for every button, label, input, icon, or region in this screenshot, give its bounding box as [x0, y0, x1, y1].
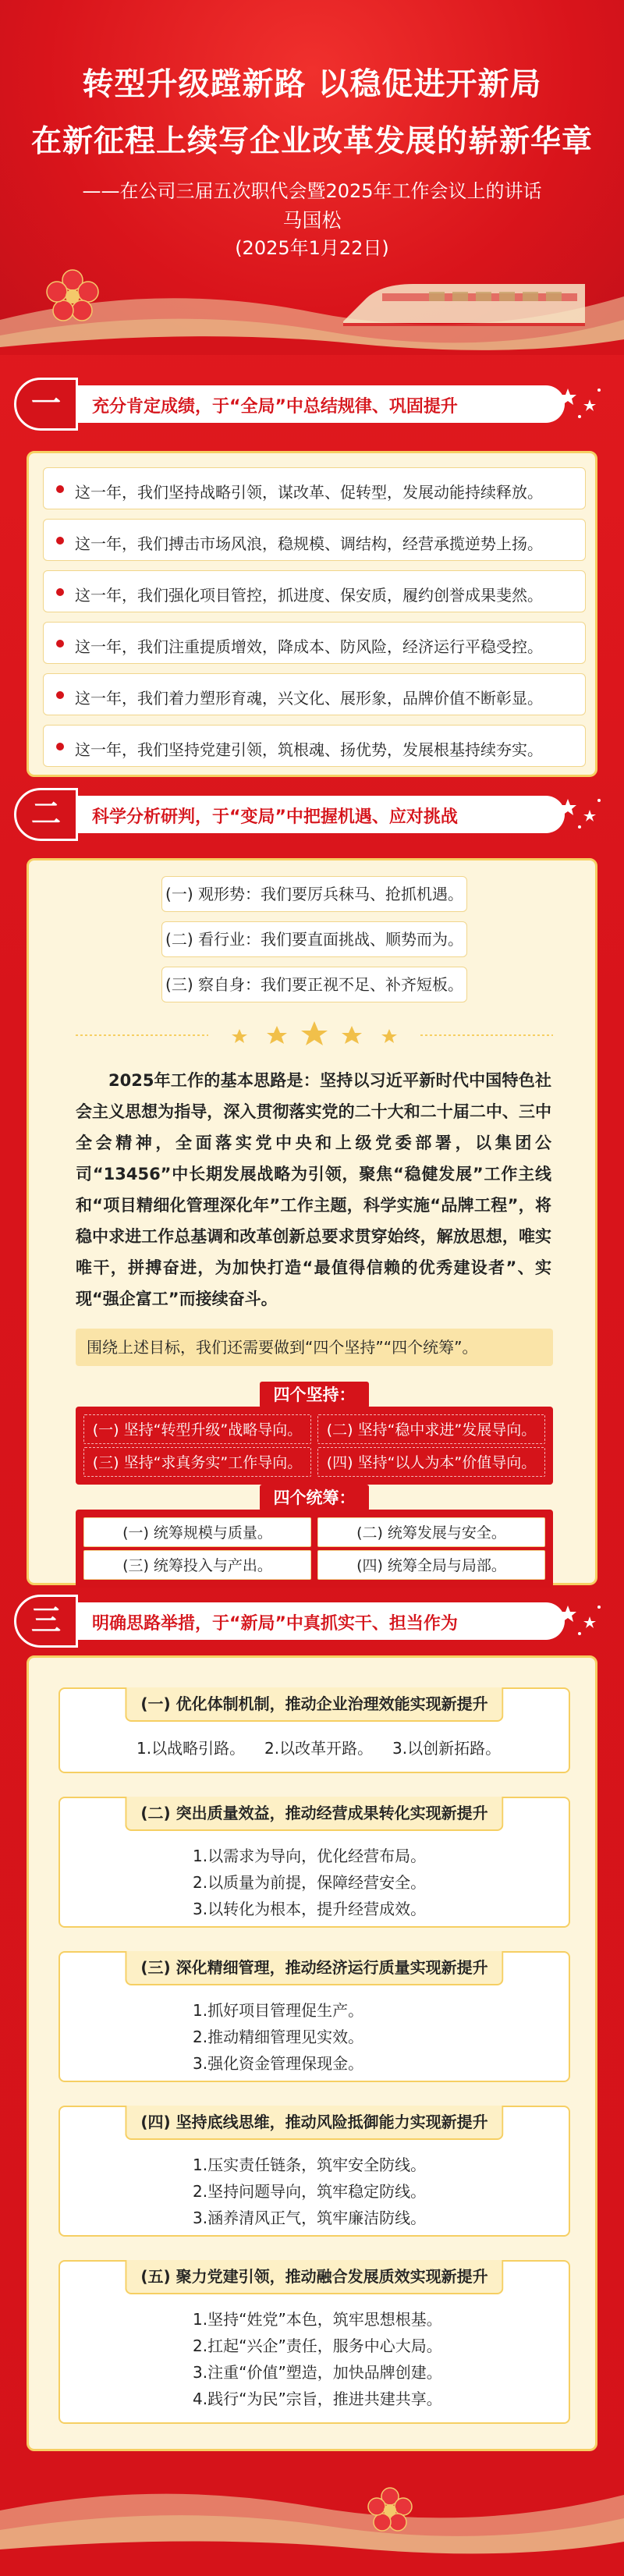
bullet-icon [56, 485, 64, 493]
coord-item: (一) 统筹规模与质量。 [83, 1517, 311, 1547]
four-coord-title: 四个统筹： [260, 1485, 369, 1511]
measure-item: 1.以战略引路。 [136, 1739, 246, 1758]
stars-icon [505, 1599, 607, 1643]
bullet-icon [56, 588, 64, 596]
star-divider-icon [29, 1018, 600, 1049]
bullet-icon [56, 640, 64, 648]
section3-number: 三 [14, 1595, 78, 1648]
section2-banner [14, 788, 622, 841]
bullet-icon [56, 691, 64, 699]
measure-item: 1.压实责任链条，筑牢安全防线。 [193, 2156, 427, 2174]
measure-item: 3.强化资金管理保现金。 [193, 2054, 364, 2073]
section3-title: 明确思路举措，于“新局”中真抓实干、担当作为 [92, 1614, 458, 1634]
coord-item: (四) 统筹全局与局部。 [317, 1550, 545, 1580]
measure-item: 3.涵养清风正气，筑牢廉洁防线。 [193, 2209, 427, 2227]
list-item [43, 467, 586, 509]
measure-item: 3.以转化为根本，提升经营成效。 [193, 1900, 427, 1918]
main-title-line2: 在新征程上续写企业改革发展的崭新华章 [30, 124, 593, 159]
adhere-item: (二) 坚持“稳中求进”发展导向。 [317, 1414, 545, 1444]
subtitle: ——在公司三届五次职代会暨2025年工作会议上的讲话 [82, 180, 542, 202]
train-icon [335, 275, 593, 337]
list-item [43, 725, 586, 767]
list-item-text: 这一年，我们坚持战略引领，谋改革、促转型，发展动能持续释放。 [75, 483, 543, 502]
measure-block-title: (一) 优化体制机制，推动企业治理效能实现新提升 [125, 1687, 503, 1722]
measure-block-title: (三) 深化精细管理，推动经济运行质量实现新提升 [125, 1951, 503, 1985]
coord-item: (二) 统筹发展与安全。 [317, 1517, 545, 1547]
coord-item: (三) 统筹投入与产出。 [83, 1550, 311, 1580]
measure-block [58, 1687, 570, 1773]
measure-item: 2.推动精细管理见实效。 [193, 2028, 364, 2046]
self-pill: (三) 察自身：我们要正视不足、补齐短板。 [161, 967, 467, 1002]
measure-block [58, 1797, 570, 1928]
section2-number: 二 [14, 788, 78, 841]
section3-card [27, 1655, 597, 2451]
four-adhere-title: 四个坚持： [260, 1382, 369, 1408]
measure-block [58, 2106, 570, 2237]
list-item-text: 这一年，我们强化项目管控，抓进度、保安质，履约创誉成果斐然。 [75, 586, 543, 605]
header [0, 0, 624, 355]
section1-banner [14, 378, 622, 431]
section2-card [27, 858, 597, 1585]
section3-banner [14, 1595, 622, 1648]
measure-block-title: (五) 聚力党建引领，推动融合发展质效实现新提升 [125, 2260, 503, 2294]
plum-flower-icon [45, 269, 100, 324]
measure-item: 2.以质量为前提，保障经营安全。 [193, 1873, 427, 1892]
section1-title: 充分肯定成绩，于“全局”中总结规律、巩固提升 [92, 397, 458, 417]
list-item-text: 这一年，我们搏击市场风浪，稳规模、调结构，经营承揽逆势上扬。 [75, 534, 543, 553]
section1-number: 一 [14, 378, 78, 431]
measure-item: 2.坚持问题导向，筑牢稳定防线。 [193, 2182, 427, 2201]
measure-item: 1.抓好项目管理促生产。 [193, 2001, 364, 2020]
four-coord-box [76, 1510, 553, 1588]
footer-decoration [0, 2464, 624, 2576]
basic-approach-paragraph: 2025年工作的基本思路是：坚持以习近平新时代中国特色社会主义思想为指导，深入贯彻落实党的二十大和二十届二中、三中全会精神，全面落实党中央和上级党委部署，以集团公司“13456”中长期发展战略为引领，聚焦“稳健发展”工作主线和“项目精细化管理深化年”工作主题，科学实施“品牌工程”，将稳中求进工作总基调和改革创新总要求贯穿始终，解放思想，唯实唯干，拼搏奋进，为加快打造“最值得信赖的优秀建设者”、实现“强企富工”而接续奋斗。 [76, 1071, 551, 1308]
four-adhere-box [76, 1407, 553, 1485]
measure-item: 3.以创新拓路。 [392, 1739, 502, 1758]
list-item-text: 这一年，我们坚持党建引领，筑根魂、扬优势，发展根基持续夯实。 [75, 740, 543, 759]
plum-flower-icon [368, 2488, 412, 2531]
stars-icon [505, 382, 607, 426]
adhere-item: (四) 坚持“以人为本”价值导向。 [317, 1447, 545, 1477]
measure-item: 2.扛起“兴企”责任，服务中心大局。 [193, 2336, 442, 2355]
main-title-line1: 转型升级蹚新路 以稳促进开新局 [82, 66, 542, 102]
measure-item: 1.以需求为导向，优化经营布局。 [193, 1847, 427, 1865]
measure-block [58, 1951, 570, 2082]
adhere-item: (三) 坚持“求真务实”工作导向。 [83, 1447, 311, 1477]
measure-block-title: (二) 突出质量效益，推动经营成果转化实现新提升 [125, 1797, 503, 1831]
list-item [43, 673, 586, 715]
speaker: 马国松 [282, 209, 342, 232]
measure-item: 2.以改革开路。 [264, 1739, 374, 1758]
situation-pill: (一) 观形势：我们要厉兵秣马、抢抓机遇。 [161, 876, 467, 912]
list-item-text: 这一年，我们着力塑形育魂，兴文化、展形象，品牌价值不断彰显。 [75, 689, 543, 708]
measure-item: 3.注重“价值”塑造，加快品牌创建。 [193, 2363, 442, 2382]
measure-item: 1.坚持“姓党”本色，筑牢思想根基。 [193, 2310, 442, 2329]
section1-card [27, 451, 597, 777]
goal-statement: 围绕上述目标，我们还需要做到“四个坚持”“四个统筹”。 [76, 1329, 553, 1366]
measure-block [58, 2260, 570, 2424]
stars-icon [505, 793, 607, 836]
adhere-item: (一) 坚持“转型升级”战略导向。 [83, 1414, 311, 1444]
list-item-text: 这一年，我们注重提质增效，降成本、防风险，经济运行平稳受控。 [75, 637, 543, 656]
bullet-icon [56, 537, 64, 545]
industry-pill: (二) 看行业：我们要直面挑战、顺势而为。 [161, 921, 467, 957]
measure-block-title: (四) 坚持底线思维，推动风险抵御能力实现新提升 [125, 2106, 503, 2140]
list-item [43, 519, 586, 561]
list-item [43, 622, 586, 664]
list-item [43, 570, 586, 612]
section2-title: 科学分析研判，于“变局”中把握机遇、应对挑战 [92, 807, 458, 827]
date: (2025年1月22日) [235, 237, 389, 259]
measure-item: 4.践行“为民”宗旨，推进共建共享。 [193, 2390, 442, 2408]
bullet-icon [56, 743, 64, 750]
